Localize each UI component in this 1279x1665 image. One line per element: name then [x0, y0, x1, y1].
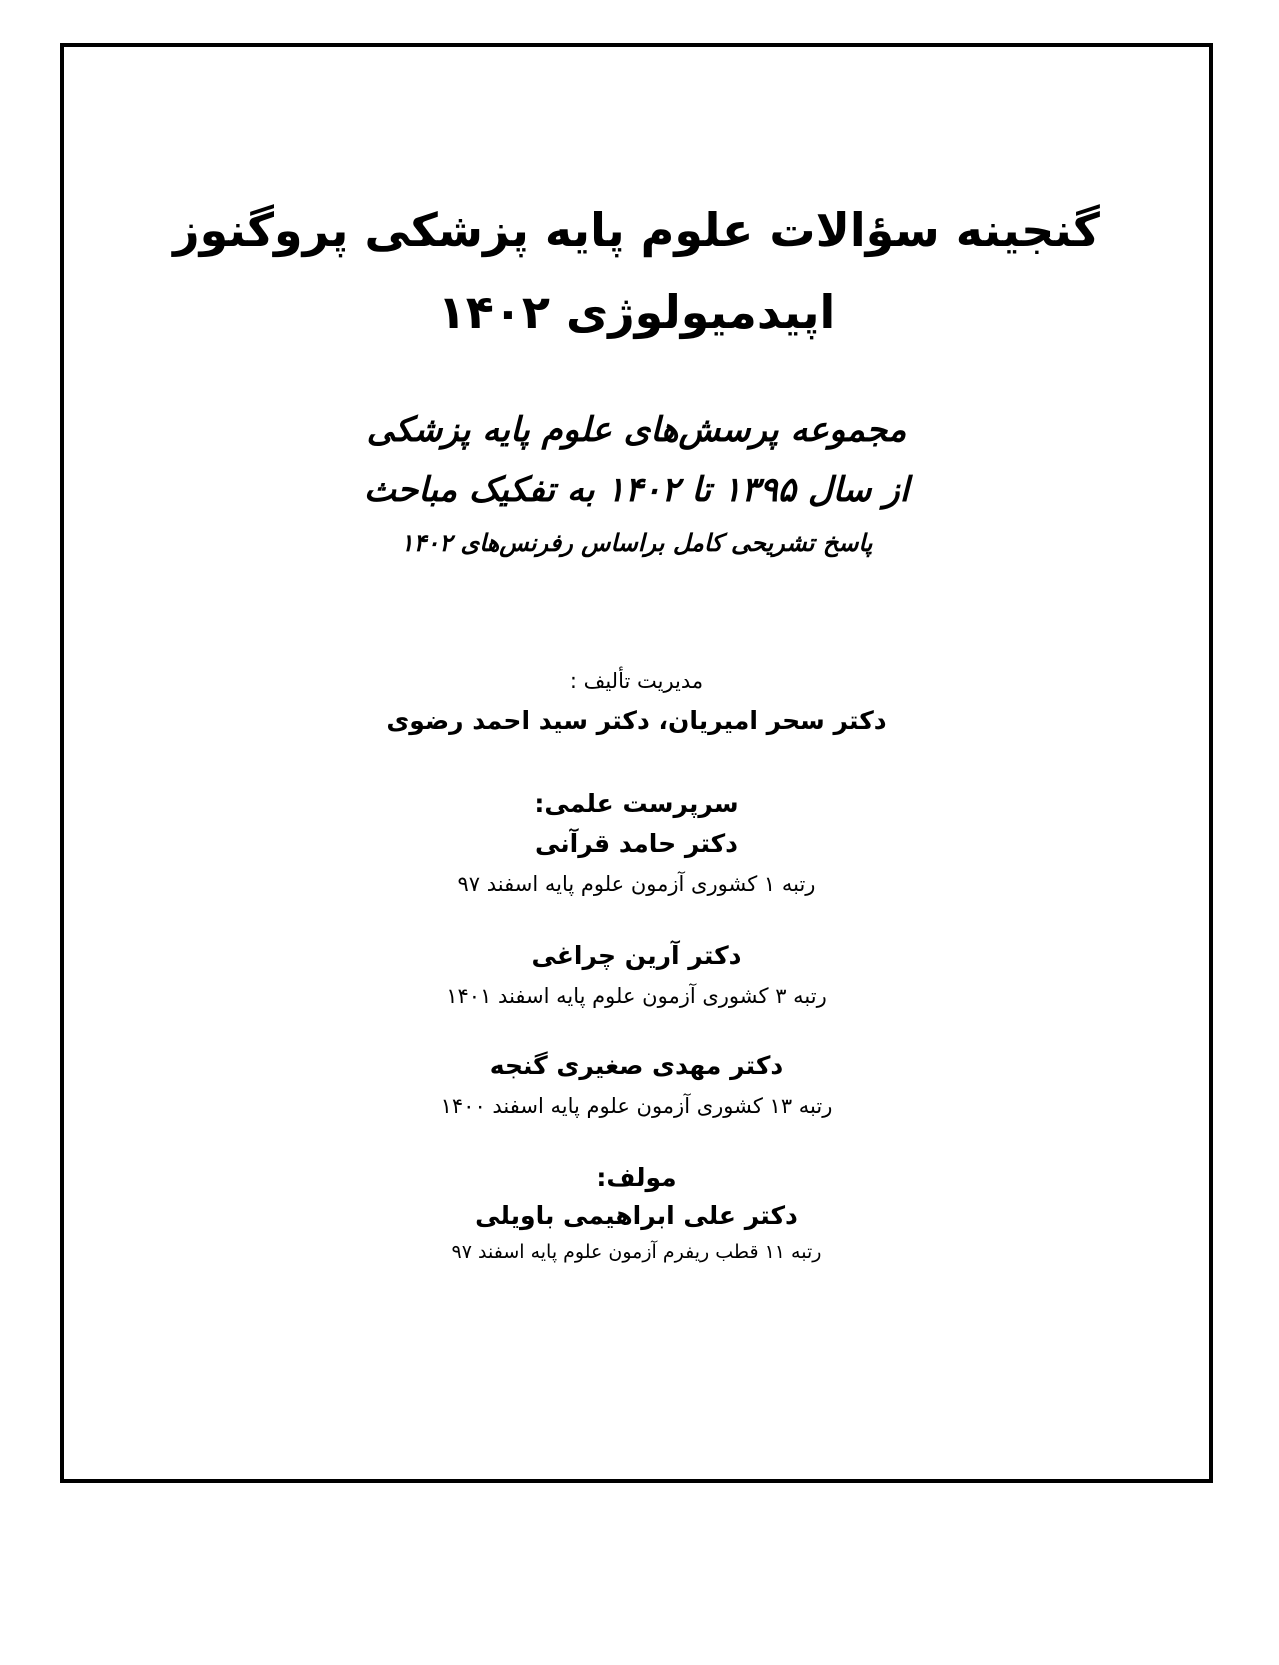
- supervisors-heading: سرپرست علمی:: [534, 789, 739, 818]
- author-rank: رتبه ۱۱ قطب ریفرم آزمون علوم پایه اسفند ۹۷: [451, 1241, 822, 1263]
- author-heading: مولف:: [596, 1163, 677, 1192]
- subtitle-line2: از سال ۱۳۹۵ تا ۱۴۰۲ به تفکیک مباحث: [363, 470, 910, 510]
- supervisor-rank: رتبه ۳ کشوری آزمون علوم پایه اسفند ۱۴۰۱: [446, 984, 827, 1008]
- management-label: مدیریت تألیف :: [569, 669, 704, 693]
- subtitle-line1: مجموعه پرسش‌های علوم پایه پزشکی: [366, 410, 907, 450]
- author-name: دکتر علی ابراهیمی باویلی: [475, 1201, 798, 1230]
- book-title-line2: اپیدمیولوژی ۱۴۰۲: [437, 285, 836, 339]
- book-title-line1: گنجینه سؤالات علوم پایه پزشکی پروگنوز: [173, 203, 1100, 257]
- management-names: دکتر سحر امیریان، دکتر سید احمد رضوی: [386, 706, 887, 735]
- supervisor-name: دکتر مهدی صغیری گنجه: [489, 1051, 784, 1080]
- supervisor-rank: رتبه ۱ کشوری آزمون علوم پایه اسفند ۹۷: [457, 872, 816, 896]
- supervisor-name: دکتر حامد قرآنی: [534, 829, 739, 858]
- supervisor-rank: رتبه ۱۳ کشوری آزمون علوم پایه اسفند ۱۴۰۰: [440, 1094, 833, 1118]
- subtitle-line3: پاسخ تشریحی کامل براساس رفرنس‌های ۱۴۰۲: [400, 529, 873, 557]
- supervisor-name: دکتر آرین چراغی: [531, 941, 742, 970]
